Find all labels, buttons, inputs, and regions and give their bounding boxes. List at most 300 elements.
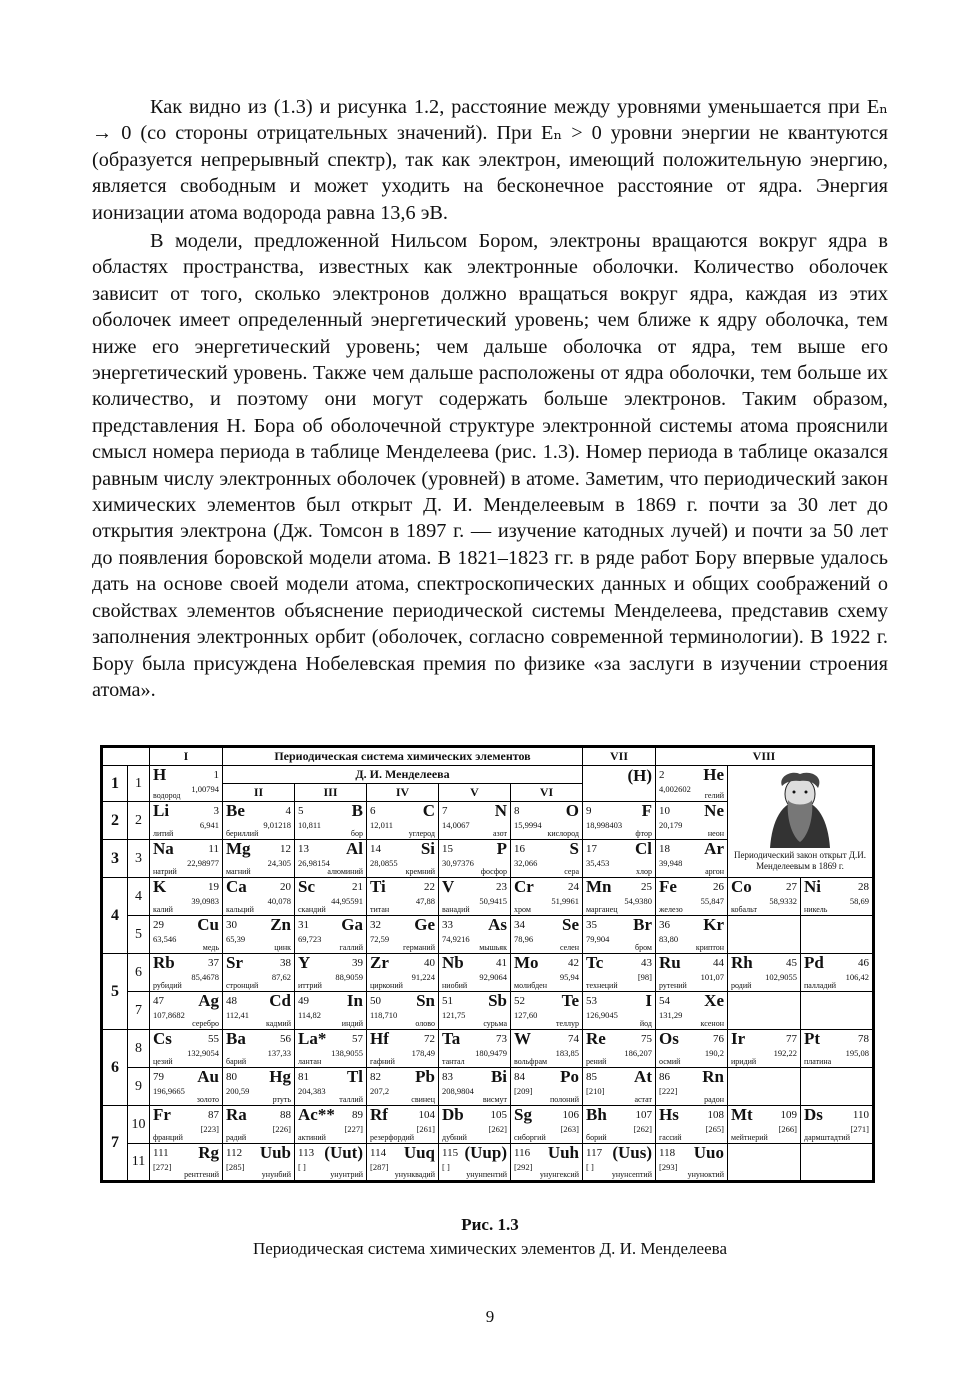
- element-name: цинк: [274, 943, 291, 952]
- element-name: унунгексий: [539, 1170, 579, 1179]
- element-symbol: Y: [298, 953, 311, 972]
- atomic-mass: 95,94: [559, 972, 579, 982]
- element-symbol: Ar: [704, 839, 724, 858]
- element-symbol: Te: [561, 991, 579, 1010]
- element-symbol: Po: [560, 1067, 579, 1086]
- element-name: алюминий: [327, 867, 363, 876]
- element-symbol: Rg: [198, 1143, 219, 1162]
- element-name: бор: [350, 829, 363, 838]
- element-i: [583, 992, 655, 1029]
- element-name: рентгений: [184, 1170, 219, 1179]
- element-h: [150, 766, 222, 801]
- element-symbol: Se: [562, 915, 579, 934]
- atomic-number: 118: [659, 1147, 676, 1159]
- atomic-mass: 44,95591: [331, 896, 363, 906]
- element-hg: [223, 1068, 294, 1105]
- element-cell: [656, 802, 728, 840]
- element-name: унунквадий: [394, 1170, 435, 1179]
- element-cell: [583, 1106, 656, 1144]
- row-8: 8: [128, 1030, 150, 1068]
- figure-caption-text: Периодическая система химических элементов Д. И. Менделеева: [252, 1239, 727, 1258]
- atomic-number: 35: [586, 919, 597, 931]
- atomic-mass: 58,69: [849, 896, 869, 906]
- element-bi: [439, 1068, 510, 1105]
- atomic-number: 1: [213, 769, 219, 781]
- element-name: кислород: [547, 829, 579, 838]
- atomic-mass: 190,2: [704, 1048, 724, 1058]
- atomic-mass: 102,9055: [765, 972, 797, 982]
- atomic-mass: 20,179: [659, 820, 683, 830]
- page-number: 9: [485, 1307, 495, 1326]
- element-symbol: (Uup): [464, 1143, 507, 1162]
- element-cell: [439, 1030, 511, 1068]
- element-rh: [728, 954, 800, 991]
- element-ru: [656, 954, 727, 991]
- element-cell: [801, 878, 874, 916]
- element-zn: [223, 916, 294, 953]
- element-symbol: W: [514, 1029, 531, 1048]
- atomic-number: 37: [208, 957, 219, 969]
- element-ge: [367, 916, 438, 953]
- element-sb: [439, 992, 510, 1029]
- element-cell: [295, 992, 367, 1030]
- element-symbol: Li: [153, 801, 170, 820]
- element-cell: [150, 878, 223, 916]
- atomic-mass: 138,9055: [331, 1048, 363, 1058]
- element-name: йод: [639, 1019, 652, 1028]
- atomic-mass: 180,9479: [475, 1048, 507, 1058]
- element-symbol: Fe: [659, 877, 677, 896]
- element-symbol: Hs: [659, 1105, 679, 1124]
- element-symbol: Sb: [488, 991, 507, 1010]
- element-symbol: Ac**: [298, 1105, 335, 1124]
- element-tc: [583, 954, 655, 991]
- atomic-number: 27: [786, 881, 797, 893]
- element-cell: [728, 878, 801, 916]
- atomic-number: 107: [635, 1109, 652, 1121]
- element-name: гассий: [659, 1133, 682, 1142]
- period-7: 7: [102, 1106, 128, 1182]
- atomic-mass: 78,96: [514, 934, 534, 944]
- element-name: сурьма: [483, 1019, 507, 1028]
- atomic-number: 8: [514, 805, 520, 817]
- element-cell: [439, 840, 511, 878]
- element-he: [656, 766, 727, 801]
- element-name: унунсептий: [611, 1170, 652, 1179]
- element-name: астат: [634, 1095, 652, 1104]
- element-name: криптон: [695, 943, 724, 952]
- atomic-mass: 114,82: [298, 1010, 322, 1020]
- element-name: унунтрий: [330, 1170, 363, 1179]
- element-cu: [150, 916, 222, 953]
- atomic-mass: 107,8682: [153, 1010, 185, 1020]
- element-fr: [150, 1106, 222, 1143]
- atomic-number: 76: [713, 1033, 724, 1045]
- element-ac: [295, 1106, 366, 1143]
- element-cell: [150, 1106, 223, 1144]
- atomic-mass: 35,453: [586, 858, 610, 868]
- element-cell: [367, 954, 439, 992]
- element-symbol: In: [346, 991, 363, 1010]
- period-5: 5: [102, 954, 128, 1030]
- atomic-mass: [287]: [370, 1162, 389, 1172]
- element-ca: [223, 878, 294, 915]
- element-symbol: Bh: [586, 1105, 607, 1124]
- element-cell: [511, 1106, 583, 1144]
- atomic-number: 26: [713, 881, 724, 893]
- element-symbol: Hf: [370, 1029, 389, 1048]
- element-cell: [223, 1144, 295, 1182]
- atomic-number: 51: [442, 995, 453, 1007]
- atomic-mass: 112,41: [226, 1010, 250, 1020]
- element-symbol: (Uus): [612, 1143, 652, 1162]
- element-name: хром: [514, 905, 531, 914]
- element-uup: [439, 1144, 510, 1180]
- element-mo: [511, 954, 582, 991]
- element-ra: [223, 1106, 294, 1143]
- atomic-mass: 1,00794: [191, 784, 219, 794]
- element-cell: [511, 1144, 583, 1182]
- element-cell: [223, 1106, 295, 1144]
- element-name: ртуть: [272, 1095, 291, 1104]
- element-cell: [511, 992, 583, 1030]
- atomic-number: 105: [490, 1109, 507, 1121]
- row-5: 5: [128, 916, 150, 954]
- element-symbol: Cs: [153, 1029, 172, 1048]
- element-cell: [801, 954, 874, 992]
- element-cell: [439, 1106, 511, 1144]
- element-symbol: Rn: [702, 1067, 724, 1086]
- element-sg: [511, 1106, 582, 1143]
- element-uut: [295, 1144, 366, 1180]
- atomic-number: 111: [153, 1147, 169, 1159]
- element-name: ниобий: [442, 981, 468, 990]
- atomic-number: 39: [352, 957, 363, 969]
- element-name: рутений: [659, 981, 687, 990]
- element-te: [511, 992, 582, 1029]
- atomic-mass: 200,59: [226, 1086, 250, 1096]
- element-cell: [439, 992, 511, 1030]
- element-cell: [295, 1144, 367, 1182]
- atomic-mass: [263]: [560, 1124, 579, 1134]
- element-cell: [656, 840, 728, 878]
- element-symbol: O: [565, 801, 579, 820]
- element-name: неон: [707, 829, 724, 838]
- element-name: фтор: [635, 829, 652, 838]
- element-cell: [583, 992, 656, 1030]
- atomic-number: 44: [713, 957, 724, 969]
- atomic-number: 22: [424, 881, 435, 893]
- element-symbol: Be: [226, 801, 245, 820]
- atomic-mass: [262]: [488, 1124, 507, 1134]
- element-cell: [150, 1144, 223, 1182]
- element-name: барий: [226, 1057, 247, 1066]
- period-6: 6: [102, 1030, 128, 1106]
- element-name: индий: [341, 1019, 363, 1028]
- element-name: калий: [153, 905, 173, 914]
- element-symbol: Br: [633, 915, 652, 934]
- paragraph-2: В модели, предложенной Нильсом Бором, электроны вращаются вокруг ядра в областях пространства, известных как электронные оболочки. Количество оболочек зависит от того, сколько электронов должно вращаться вокруг ядра, каждая из этих оболочек имеет определенный энергетический уровень; чем ближе к ядру оболочка, тем ниже его энергетический уровень; чем дальше оболочка от ядра, тем выше его энергетический уровень. Также чем дальше расположены от ядра оболочки, тем больше их количество, и поэтому они могут содержать больше электронов. Таким образом, представления Н. Бора об оболочечной структуре электронной системы атома прояснили смысл номера периода в таблице Менделеева (рис. 1.3). Номер периода в таблице оказался равным числу электронных оболочек (уровней) в атоме. Заметим, что периодический закон химических элементов был открыт Д. И. Менделеевым в 1869 г. почти за 30 лет до открытия электрона (Дж. Томсон в 1897 г. — изучение катодных лучей) и почти за 50 лет до появления боровской модели атома. В 1821–1823 гг. в ряде работ Бору впервые удалось дать на основе своей модели атома, спектроскопических данных и общих соображений о свойствах элементов объяснение периодической системы Менделеева, представив схему заполнения электронных орбит (оболочек, согласно современной терминологии). В 1922 г. Бору была присуждена Нобелевская премия по физике «за заслуги в изучении строения атома».: [92, 230, 888, 701]
- element-ne: [656, 802, 727, 839]
- element-name: радий: [226, 1133, 247, 1142]
- element-symbol: Ta: [442, 1029, 461, 1048]
- atomic-mass: [293]: [659, 1162, 678, 1172]
- element-symbol: Sn: [416, 991, 435, 1010]
- atomic-mass: 183,85: [555, 1048, 579, 1058]
- element-si: [367, 840, 438, 877]
- empty-cell: [801, 916, 874, 954]
- element-symbol: Au: [197, 1067, 219, 1086]
- atomic-mass: 106,42: [845, 972, 869, 982]
- element-na: [150, 840, 222, 877]
- element-name: серебро: [192, 1019, 219, 1028]
- atomic-number: 42: [568, 957, 579, 969]
- element-name: магний: [226, 867, 251, 876]
- atomic-number: 53: [586, 995, 597, 1007]
- element-c: [367, 802, 438, 839]
- element-symbol: Mo: [514, 953, 539, 972]
- element-cell: [439, 802, 511, 840]
- element-name: унунпентий: [466, 1170, 507, 1179]
- atomic-mass: 63,546: [153, 934, 177, 944]
- row-10: 10: [128, 1106, 150, 1144]
- element-pt: [801, 1030, 872, 1067]
- element-symbol: C: [422, 801, 435, 820]
- element-uuo: [656, 1144, 727, 1180]
- element-cell: [656, 1030, 728, 1068]
- element-co: [728, 878, 800, 915]
- element-ni: [801, 878, 872, 915]
- atomic-number: 9: [586, 805, 592, 817]
- atomic-number: 50: [370, 995, 381, 1007]
- element-la: [295, 1030, 366, 1067]
- element-name: платина: [804, 1057, 832, 1066]
- element-cell: [511, 954, 583, 992]
- element-symbol: At: [634, 1067, 652, 1086]
- element-cell: [367, 1144, 439, 1182]
- element-cell: [439, 916, 511, 954]
- element-name: полоний: [549, 1095, 579, 1104]
- atomic-mass: 186,207: [624, 1048, 652, 1058]
- element-symbol: P: [496, 839, 507, 858]
- atomic-number: 52: [514, 995, 525, 1007]
- element-cell: [656, 1068, 728, 1106]
- atomic-mass: [209]: [514, 1086, 533, 1096]
- row-4: 4: [128, 878, 150, 916]
- element-os: [656, 1030, 727, 1067]
- element-nb: [439, 954, 510, 991]
- atomic-mass: 88,9059: [335, 972, 363, 982]
- element-hs: [656, 1106, 727, 1143]
- empty-cell: [801, 992, 874, 1030]
- atomic-mass: 69,723: [298, 934, 322, 944]
- element-cell: [801, 1106, 874, 1144]
- atomic-number: 113: [298, 1147, 315, 1159]
- atomic-mass: [272]: [153, 1162, 172, 1172]
- element-symbol: Fr: [153, 1105, 171, 1124]
- element-bh: [583, 1106, 655, 1143]
- element-symbol: Re: [586, 1029, 606, 1048]
- element-symbol: Ds: [804, 1105, 823, 1124]
- atomic-number: 87: [208, 1109, 219, 1121]
- element-name: унуноктий: [687, 1170, 724, 1179]
- element-rf: [367, 1106, 438, 1143]
- element-cell: [656, 766, 728, 802]
- element-cell: [223, 802, 295, 840]
- element-symbol: Rh: [731, 953, 753, 972]
- atomic-mass: 127,60: [514, 1010, 538, 1020]
- atomic-number: 25: [641, 881, 652, 893]
- atomic-mass: [285]: [226, 1162, 245, 1172]
- atomic-mass: [210]: [586, 1086, 605, 1096]
- atomic-number: 79: [153, 1071, 164, 1083]
- element-pb: [367, 1068, 438, 1105]
- element-name: азот: [492, 829, 507, 838]
- element-xe: [656, 992, 727, 1029]
- atomic-mass: 207,2: [370, 1086, 390, 1096]
- atomic-mass: 178,49: [411, 1048, 435, 1058]
- element-symbol: Pd: [804, 953, 824, 972]
- element-cell: [583, 1144, 656, 1182]
- element-symbol: Pb: [415, 1067, 435, 1086]
- element-symbol: Ra: [226, 1105, 247, 1124]
- element-cs: [150, 1030, 222, 1067]
- element-b: [295, 802, 366, 839]
- element-cell: [367, 878, 439, 916]
- element-name: литий: [153, 829, 174, 838]
- element-symbol: Ga: [341, 915, 363, 934]
- atomic-mass: 204,383: [298, 1086, 326, 1096]
- element-cell: [223, 916, 295, 954]
- atomic-mass: 126,9045: [586, 1010, 618, 1020]
- atomic-mass: 118,710: [370, 1010, 398, 1020]
- atomic-mass: 4,002602: [659, 784, 691, 794]
- element-name: водород: [153, 791, 181, 800]
- element-cell: [150, 954, 223, 992]
- atomic-mass: 83,80: [659, 934, 679, 944]
- element-w: [511, 1030, 582, 1067]
- element-name: мейтнерий: [731, 1133, 768, 1142]
- element-symbol: Mt: [731, 1105, 753, 1124]
- element-cell: [150, 1030, 223, 1068]
- atomic-mass: [98]: [637, 972, 652, 982]
- element-symbol: B: [351, 801, 363, 820]
- element-mt: [728, 1106, 800, 1143]
- group-header-VII: VII: [583, 747, 656, 766]
- element-ag: [150, 992, 222, 1029]
- atomic-number: 5: [298, 805, 304, 817]
- atomic-number: 73: [496, 1033, 507, 1045]
- element-name: дармштадтий: [804, 1133, 850, 1142]
- element-cell: [223, 1030, 295, 1068]
- element-symbol: La*: [298, 1029, 327, 1048]
- element-ga: [295, 916, 366, 953]
- atomic-mass: [223]: [200, 1124, 219, 1134]
- element-name: фосфор: [480, 867, 507, 876]
- atomic-mass: [ ]: [586, 1162, 594, 1172]
- atomic-number: 28: [858, 881, 869, 893]
- element-k: [150, 878, 222, 915]
- element-cell: [223, 992, 295, 1030]
- element-name: натрий: [153, 867, 177, 876]
- element-name: ксенон: [700, 1019, 724, 1028]
- empty-cell: [728, 992, 801, 1030]
- periodic-table: [100, 745, 875, 1183]
- atomic-number: 55: [208, 1033, 219, 1045]
- element-name: родий: [731, 981, 752, 990]
- element-symbol: Sg: [514, 1105, 532, 1124]
- row-11: 11: [128, 1144, 150, 1182]
- atomic-mass: 58,9332: [769, 896, 797, 906]
- element-cell: [656, 878, 728, 916]
- element-cell: [150, 916, 223, 954]
- element-cell: [439, 954, 511, 992]
- atomic-number: 85: [586, 1071, 597, 1083]
- element-name: актиний: [298, 1133, 326, 1142]
- element-symbol: Mn: [586, 877, 612, 896]
- atomic-mass: 72,59: [370, 934, 390, 944]
- atomic-mass: 101,07: [700, 972, 724, 982]
- figure-caption-title: Рис. 1.3: [461, 1215, 519, 1234]
- element-cell: [150, 1068, 223, 1106]
- h-in-group-vii-label: (H): [627, 766, 652, 785]
- empty-cell: [728, 1144, 801, 1182]
- atomic-mass: 28,0855: [370, 858, 398, 868]
- element-cell: [295, 1068, 367, 1106]
- element-po: [511, 1068, 582, 1105]
- element-name: медь: [202, 943, 219, 952]
- atomic-number: 110: [852, 1109, 869, 1121]
- element-name: титан: [370, 905, 390, 914]
- atomic-number: 23: [496, 881, 507, 893]
- element-symbol: H: [153, 765, 167, 784]
- atomic-number: 81: [298, 1071, 309, 1083]
- atomic-mass: [292]: [514, 1162, 533, 1172]
- element-name: резерфордий: [370, 1133, 415, 1142]
- atomic-mass: 55,847: [700, 896, 724, 906]
- group-header-V: V: [439, 784, 511, 802]
- element-symbol: Cu: [197, 915, 219, 934]
- element-symbol: Ti: [370, 877, 386, 896]
- element-be: [223, 802, 294, 839]
- atomic-mass: 65,39: [226, 934, 246, 944]
- element-cell: [801, 1030, 874, 1068]
- element-ba: [223, 1030, 294, 1067]
- element-s: [511, 840, 582, 877]
- element-al: [295, 840, 366, 877]
- atomic-mass: 87,62: [271, 972, 291, 982]
- atomic-mass: 131,29: [659, 1010, 683, 1020]
- row-9: 9: [128, 1068, 150, 1106]
- atomic-number: 83: [442, 1071, 453, 1083]
- element-cell: [223, 878, 295, 916]
- table-title-line1: Периодическая система химических элементов: [274, 749, 531, 763]
- atomic-mass: [271]: [850, 1124, 869, 1134]
- element-name: гафний: [370, 1057, 395, 1066]
- atomic-mass: [ ]: [442, 1162, 450, 1172]
- element-cl: [583, 840, 655, 877]
- element-symbol: He: [703, 765, 724, 784]
- element-rn: [656, 1068, 727, 1105]
- atomic-number: 19: [208, 881, 219, 893]
- element-name: германий: [402, 943, 435, 952]
- element-v: [439, 878, 510, 915]
- element-symbol: Ge: [414, 915, 435, 934]
- element-name: лантан: [298, 1057, 322, 1066]
- element-name: олово: [415, 1019, 435, 1028]
- element-cell: [511, 1030, 583, 1068]
- element-symbol: Zn: [270, 915, 291, 934]
